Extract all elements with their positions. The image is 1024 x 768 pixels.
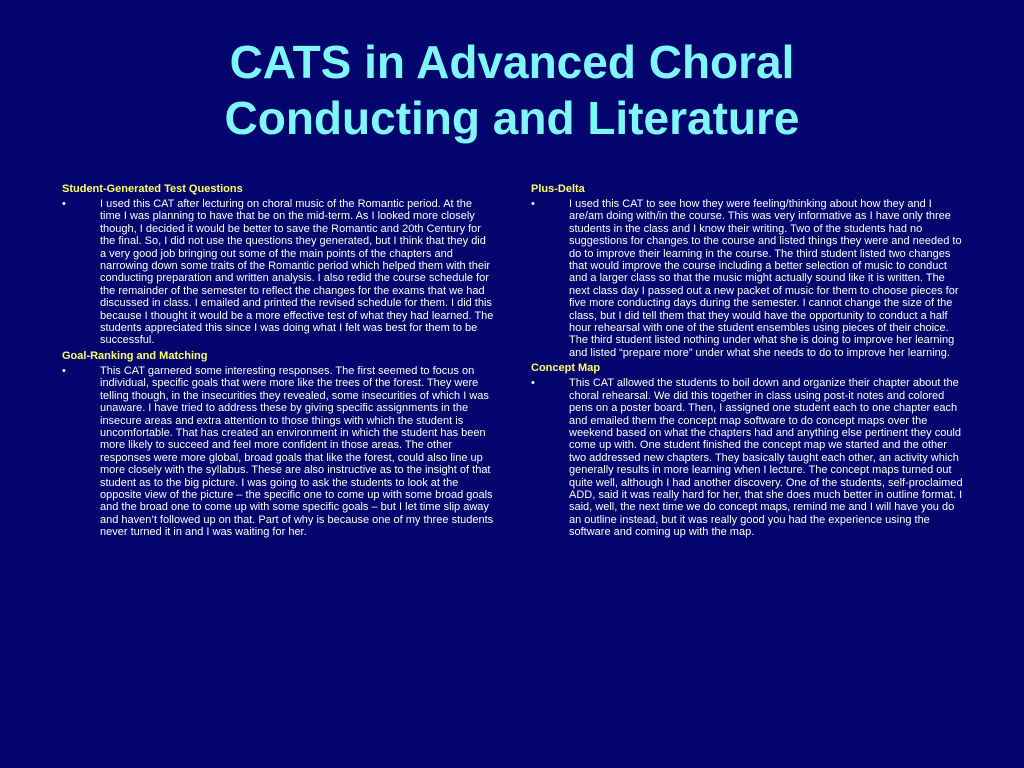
bullet-marker: • (531, 377, 535, 390)
section-heading: Student-Generated Test Questions (62, 183, 243, 195)
slide-title (0, 34, 1024, 146)
section-concept-map (531, 362, 965, 538)
slide-title-line-1: CATS in Advanced Choral (229, 36, 795, 88)
bullet-text: I used this CAT to see how they were feeling/thinking about how they and I are/am doing with/in the course. This was very informative as I have only three students in the class and I know their writing. Two of the students had no suggestions for changes to the course and listed things they were and needed to do to improve their learning in the course. The third student listed two changes that would improve the course including a better selection of music to conduct and a larger class so that the music might actually sound like it is written. The next class day I passed out a new packet of music for them to choose pieces for five more conducting days during the semester. I cannot change the size of the class, but I did tell them that they would have the opportunity to conduct a half hour rehearsal with one of the student ensembles using pieces of their choice. The third student listed nothing under what she is doing to improve her learning and listed “prepare more” under what she needs to do to improve her learning. (569, 198, 962, 359)
right-column (531, 183, 965, 542)
bullet-text: This CAT allowed the students to boil down and organize their chapter about the choral rehearsal. We did this together in class using post-it notes and colored pens on a poster board. Then, I assigned one student each to one chapter each and emailed them the concept map software to do concept maps over the weekend based on what the chapters had and anything else pertinent they could come up with. One student finished the concept map we started and the other two addressed new chapters. They basically taught each other, an activity which generally results in more learning when I lecture. The concept maps turned out quite well, although I had another discovery. One of the students, self-proclaimed ADD, said it was really hard for her, that she does much better in outline format. I said, well, the next time we do concept maps, remind me and I will have you do an outline instead, but it was really good you had the experience using the software and coming up with the map. (569, 377, 963, 539)
section-heading: Plus-Delta (531, 183, 585, 195)
bullet-marker: • (62, 198, 66, 210)
slide-title-line-2: Conducting and Literature (224, 92, 800, 144)
left-column (62, 183, 494, 542)
section-goal-ranking-and-matching (62, 350, 494, 539)
section-heading: Goal-Ranking and Matching (62, 349, 208, 362)
bullet-marker: • (62, 364, 66, 377)
bullet-marker: • (531, 198, 535, 210)
bullet-item (62, 198, 494, 347)
section-student-generated-test-questions (62, 183, 494, 347)
bullet-text: I used this CAT after lecturing on choral music of the Romantic period. At the time I was planning to have that be on the mid-term. As I looked more closely though, I decided it would be better to save the Romantic and 20th Century for the final. So, I did not use the questions they generated, but I think that they did a very good job bringing out some of the main points of the chapters and narrowing down some traits of the Romantic period which helped them with their conducting preparation and written analysis. I also redid the course schedule for the remainder of the semester to reflect the changes for the exams that we had discussed in class. I emailed and printed the revised schedule for them. I did this because I thought it would be a more effective test of what they had learned. The students appreciated this since I was doing what I felt was best for them to be successful. (100, 198, 494, 347)
bullet-item (62, 365, 494, 539)
bullet-text: This CAT garnered some interesting responses. The first seemed to focus on individual, specific goals that were more like the trees of the forest. They were telling though, in the insecurities they revealed, some insecurities of which I was unaware. I have tried to address these by giving specific assignments in the insecure areas and extra attention to those things with which the student is uncomfortable. That has created an environment in which the student has been more likely to succeed and feel more confident in those areas. The other responses were more global, broad goals that like the forest, could also line up more closely with the syllabus. These are also instructive as to the insight of that student as to the big picture. I was going to ask the students to look at the opposite view of the picture – the specific one to come up with some broad goals and the broad one to come up with some specific goals – but I let time slip away and haven’t followed up on that. Part of why is because one of my three students never turned it in and I was waiting for her. (100, 364, 494, 539)
section-heading: Concept Map (531, 362, 601, 375)
bullet-item (531, 198, 965, 359)
bullet-item (531, 377, 965, 538)
section-plus-delta (531, 183, 965, 359)
